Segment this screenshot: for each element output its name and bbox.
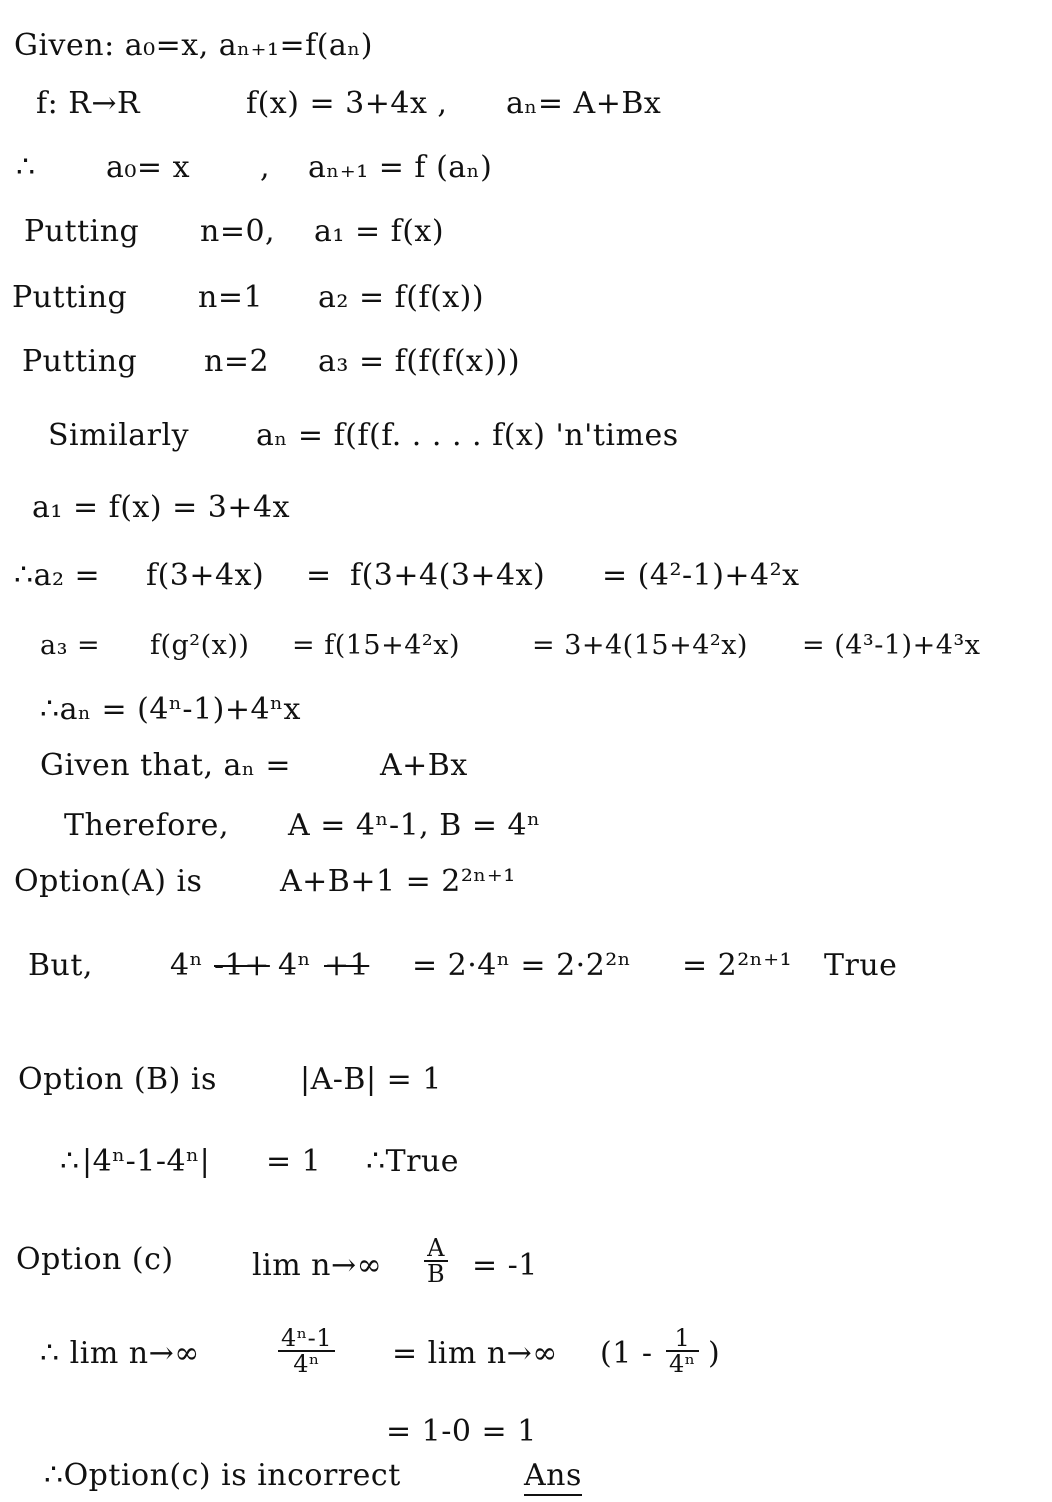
a3-label: a₃ = <box>40 630 101 661</box>
line-option-a <box>14 864 714 900</box>
line-a2-value <box>14 558 974 594</box>
line-option-b-check <box>60 1144 760 1180</box>
an-form: A+Bx <box>380 748 468 783</box>
a3-expression: a₃ = f(f(f(x))) <box>318 344 521 379</box>
recurrence: aₙ₊₁ = f (aₙ) <box>308 150 493 185</box>
line-function-def <box>36 86 936 122</box>
abs-result: = 1 <box>266 1144 322 1179</box>
limit-rhs-fraction <box>666 1326 699 1376</box>
given-that-label: Given that, aₙ = <box>40 748 292 783</box>
an-nested-expression: aₙ = f(f(f. . . . . f(x) 'n'times <box>256 418 679 453</box>
fraction-numerator: A <box>424 1236 448 1262</box>
limit-notation: ∴ lim n→∞ <box>40 1336 200 1371</box>
putting-label: Putting <box>22 344 138 379</box>
an-general-formula: ∴aₙ = (4ⁿ-1)+4ⁿx <box>40 692 301 727</box>
comma: , <box>260 150 271 185</box>
function-domain: f: R→R <box>36 86 141 121</box>
a3-step3: = 3+4(15+4²x) <box>532 630 748 661</box>
a2-step1: f(3+4x) <box>146 558 265 593</box>
but-label: But, <box>28 948 93 983</box>
line-conclusion <box>44 1458 744 1498</box>
therefore-symbol: ∴ <box>60 1144 80 1179</box>
line-given-that <box>40 748 740 784</box>
line-putting-n2 <box>22 344 922 380</box>
function-formula: f(x) = 3+4x , <box>246 86 448 121</box>
line-putting-n0 <box>24 214 924 250</box>
limit-rhs-notation: = lim n→∞ <box>392 1336 558 1371</box>
option-a-label: Option(A) is <box>14 864 203 899</box>
n-value: n=1 <box>198 280 264 315</box>
simplification: = 2·4ⁿ = 2·2²ⁿ <box>412 948 632 983</box>
true-verdict: True <box>824 948 898 983</box>
a-over-b-fraction <box>424 1236 448 1286</box>
open-paren-expression: (1 - <box>600 1336 653 1371</box>
a2-result: = (4²-1)+4²x <box>602 558 800 593</box>
a3-result: = (4³-1)+4³x <box>802 630 981 661</box>
line-option-b <box>18 1062 718 1098</box>
cancelled-plus-one: +1 <box>324 948 370 983</box>
putting-label: Putting <box>12 280 128 315</box>
fraction-denominator: 4ⁿ <box>293 1350 320 1378</box>
line-limit-evaluation <box>40 1322 1020 1392</box>
true-verdict: ∴True <box>366 1144 460 1179</box>
equals: = <box>306 558 332 593</box>
limit-lhs-fraction <box>278 1326 335 1376</box>
line-putting-n1 <box>12 280 912 316</box>
similarly-label: Similarly <box>48 418 190 453</box>
a1-expression: a₁ = f(x) <box>314 214 445 249</box>
putting-label: Putting <box>24 214 140 249</box>
line-a1-value <box>32 490 290 526</box>
fraction-denominator: 4ⁿ <box>669 1350 696 1378</box>
option-b-label: Option (B) is <box>18 1062 217 1097</box>
line-therefore-a0 <box>16 150 916 186</box>
option-c-value: = -1 <box>472 1248 538 1283</box>
n-value: n=2 <box>204 344 270 379</box>
abs-expression: |4ⁿ-1-4ⁿ| <box>82 1144 211 1179</box>
close-paren: ) <box>708 1336 721 1371</box>
ab-values: A = 4ⁿ-1, B = 4ⁿ <box>288 808 541 843</box>
conclusion-statement: ∴Option(c) is incorrect <box>44 1458 401 1493</box>
line-limit-result <box>386 1414 537 1450</box>
line-a3-value <box>40 628 1050 664</box>
answer-label: Ans <box>524 1458 582 1496</box>
a1-value: a₁ = f(x) = 3+4x <box>32 490 290 525</box>
therefore-label: Therefore, <box>64 808 229 843</box>
a2-label: ∴a₂ = <box>14 558 101 593</box>
option-a-result: = 2²ⁿ⁺¹ <box>682 948 793 983</box>
term-4n: 4ⁿ <box>278 948 312 983</box>
line-therefore-ab <box>64 808 764 844</box>
given-statement: Given: a₀=x, aₙ₊₁=f(aₙ) <box>14 28 374 63</box>
limit-result: = 1-0 = 1 <box>386 1414 537 1449</box>
line-option-c <box>16 1234 716 1298</box>
a3-step1: f(g²(x)) <box>150 630 250 661</box>
fraction-denominator: B <box>427 1260 446 1288</box>
line-similarly <box>48 418 998 454</box>
therefore-symbol: ∴ <box>16 150 36 185</box>
option-b-statement: |A-B| = 1 <box>300 1062 442 1097</box>
line-an-general <box>40 692 301 728</box>
option-c-label: Option (c) <box>16 1242 174 1277</box>
a2-step2: f(3+4(3+4x) <box>350 558 546 593</box>
an-form: aₙ= A+Bx <box>506 86 662 121</box>
a0-value: a₀= x <box>106 150 191 185</box>
a3-step2: = f(15+4²x) <box>292 630 460 661</box>
line-but-verification <box>28 948 1028 984</box>
n-value: n=0, <box>200 214 276 249</box>
fraction-numerator: 4ⁿ-1 <box>278 1326 335 1352</box>
cancelled-minus-one: -1+ <box>214 948 270 983</box>
line-given <box>14 28 373 64</box>
option-a-statement: A+B+1 = 2²ⁿ⁺¹ <box>280 864 516 899</box>
fraction-numerator: 1 <box>666 1326 699 1352</box>
a2-expression: a₂ = f(f(x)) <box>318 280 485 315</box>
term-4n: 4ⁿ <box>170 948 204 983</box>
limit-notation: lim n→∞ <box>252 1248 383 1283</box>
